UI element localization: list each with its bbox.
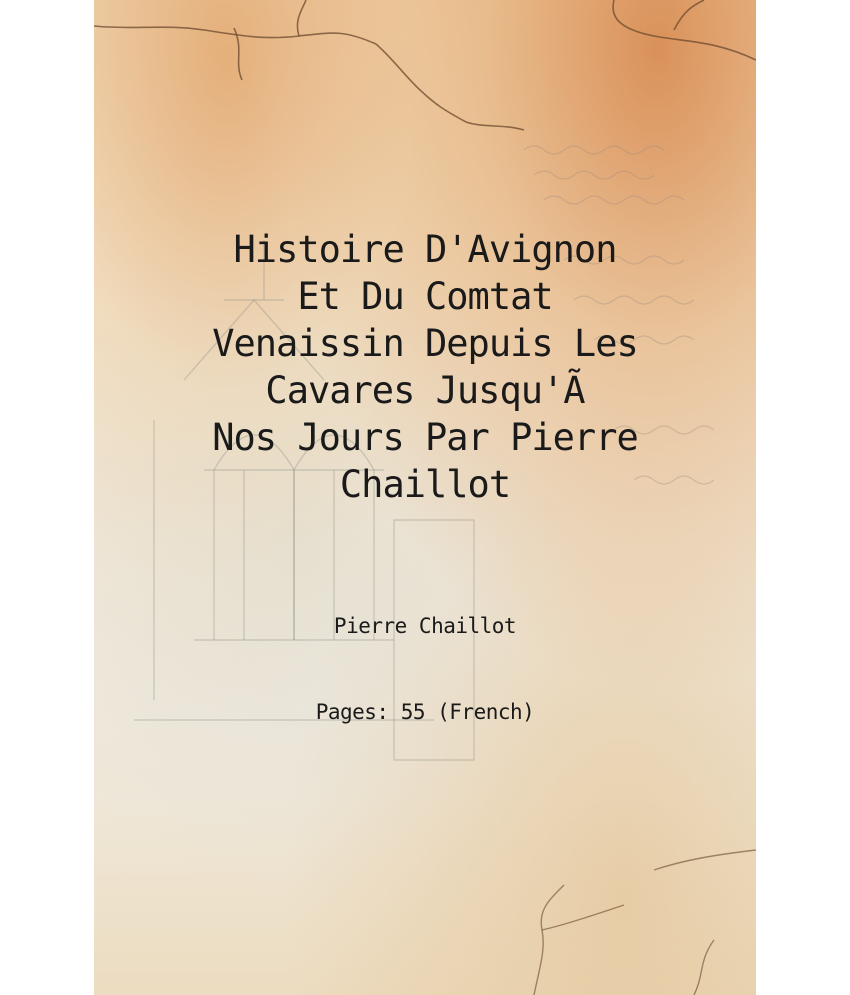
title-line: Et Du Comtat	[297, 275, 553, 318]
title-line: Cavares Jusqu'Ã	[265, 369, 585, 412]
title-line: Histoire D'Avignon	[233, 228, 617, 271]
book-title	[94, 226, 756, 508]
title-line: Venaissin Depuis Les	[212, 322, 638, 365]
book-author: Pierre Chaillot	[333, 614, 517, 638]
title-line: Nos Jours Par Pierre	[212, 416, 638, 459]
page-count-language: Pages: 55 (French)	[315, 700, 535, 724]
book-cover	[94, 0, 756, 995]
bottom-crack-lines	[534, 850, 756, 995]
title-line: Chaillot	[339, 463, 511, 506]
crack-lines	[94, 0, 756, 130]
